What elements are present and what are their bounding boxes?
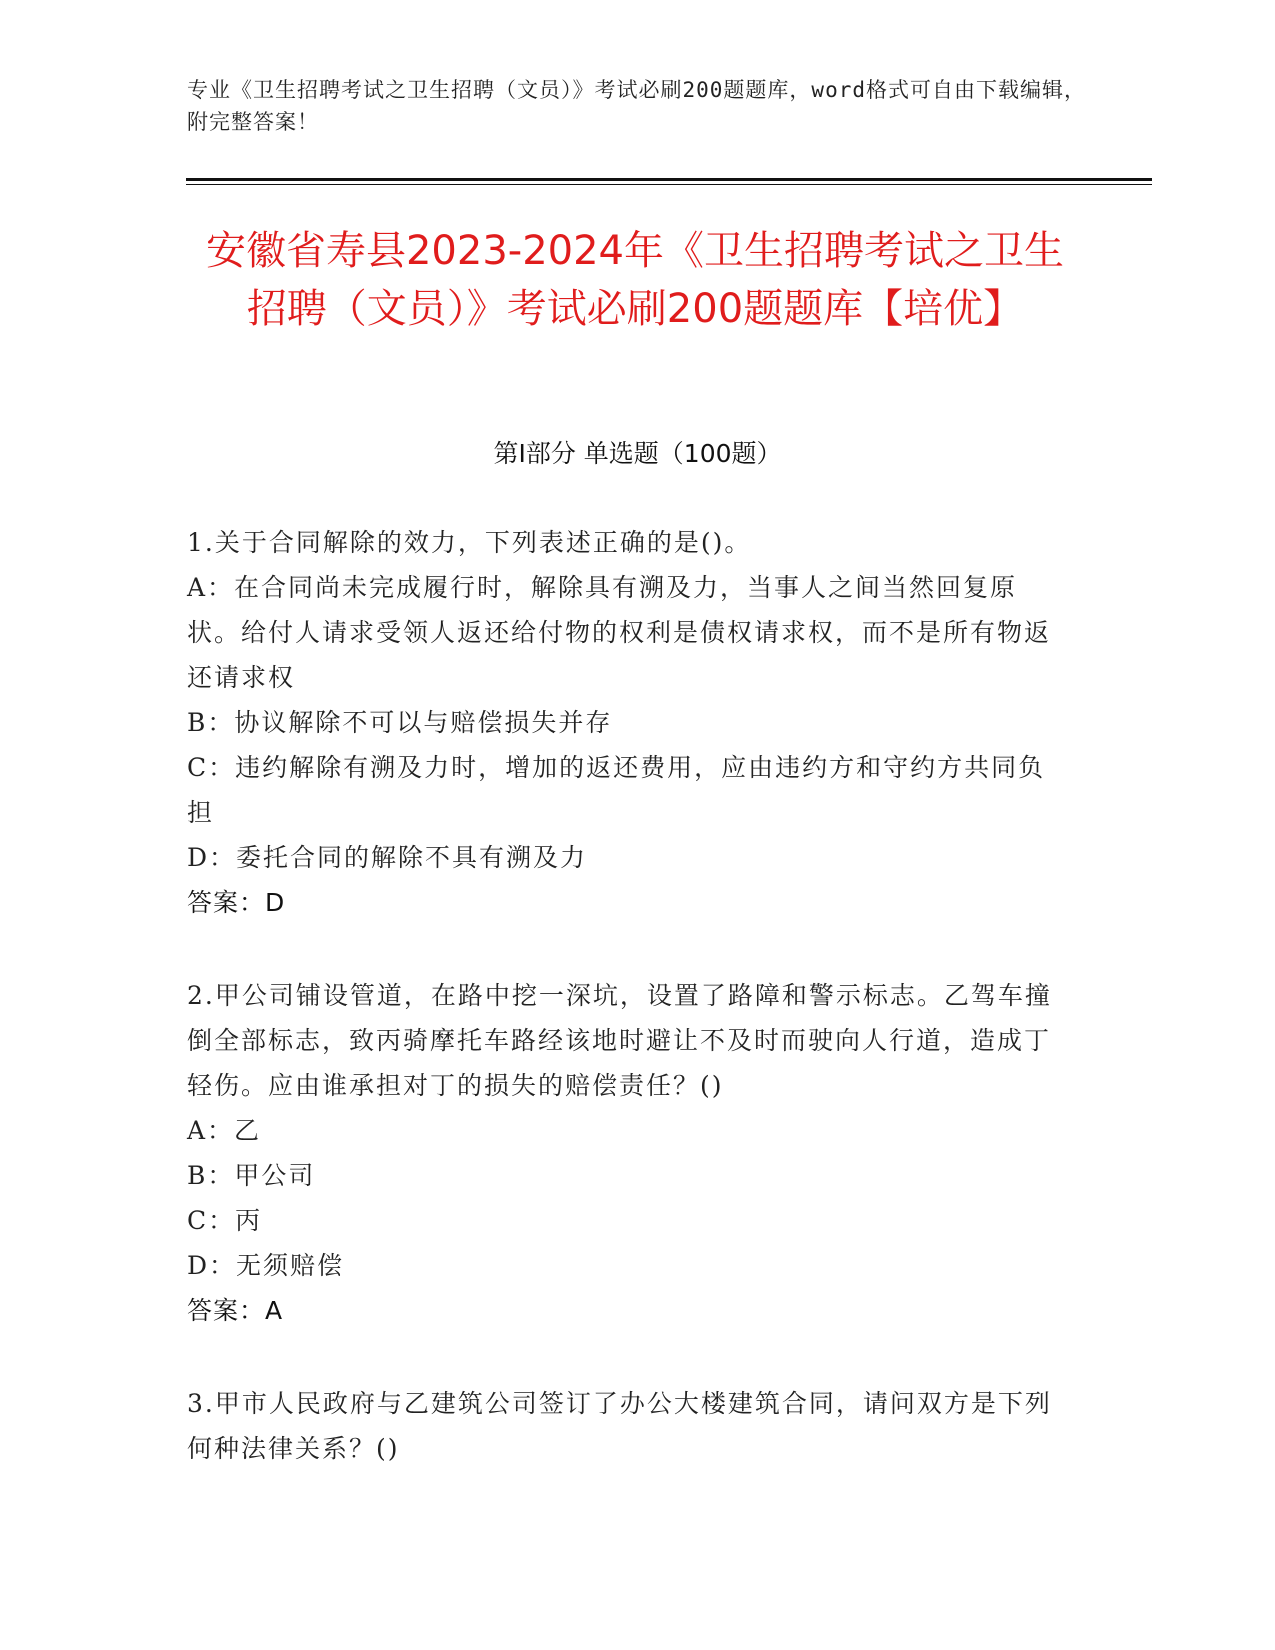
question-text: 1.关于合同解除的效力，下列表述正确的是()。 [187, 528, 752, 557]
answer: 答案：D [187, 888, 286, 917]
answer: 答案：A [187, 1296, 284, 1325]
option-a: A：在合同尚未完成履行时，解除具有溯及力，当事人之间当然回复原状。给付人请求受领人返还给付物的权利是债权请求权，而不是所有物返还请求权 [187, 573, 1052, 692]
header-note: 专业《卫生招聘考试之卫生招聘（文员）》考试必刷200题题库，word格式可自由下载编辑，附完整答案！ [187, 78, 1086, 134]
header-divider-thin [186, 184, 1152, 185]
option-d: D：无须赔偿 [187, 1251, 345, 1280]
question-2 [187, 973, 1067, 1333]
option-b: B：协议解除不可以与赔偿损失并存 [187, 708, 613, 737]
section-heading: 第Ⅰ部分 单选题（100题） [493, 439, 782, 468]
header-divider-thick [186, 178, 1152, 181]
option-b: B：甲公司 [187, 1161, 316, 1190]
question-1 [187, 520, 1067, 925]
option-a: A：乙 [187, 1116, 262, 1145]
question-3 [187, 1381, 1067, 1471]
question-text: 3.甲市人民政府与乙建筑公司签订了办公大楼建筑合同，请问双方是下列何种法律关系？() [187, 1389, 1052, 1463]
document-title: 安徽省寿县2023-2024年《卫生招聘考试之卫生招聘（文员）》考试必刷200题题库【培优】 [205, 228, 1065, 332]
question-text: 2.甲公司铺设管道，在路中挖一深坑，设置了路障和警示标志。乙驾车撞倒全部标志，致丙骑摩托车路经该地时避让不及时而驶向人行道，造成丁轻伤。应由谁承担对丁的损失的赔偿责任？() [187, 981, 1052, 1100]
option-c: C：违约解除有溯及力时，增加的返还费用，应由违约方和守约方共同负担 [187, 753, 1046, 827]
option-c: C：丙 [187, 1206, 263, 1235]
question-list [187, 520, 1067, 1519]
option-d: D：委托合同的解除不具有溯及力 [187, 843, 588, 872]
